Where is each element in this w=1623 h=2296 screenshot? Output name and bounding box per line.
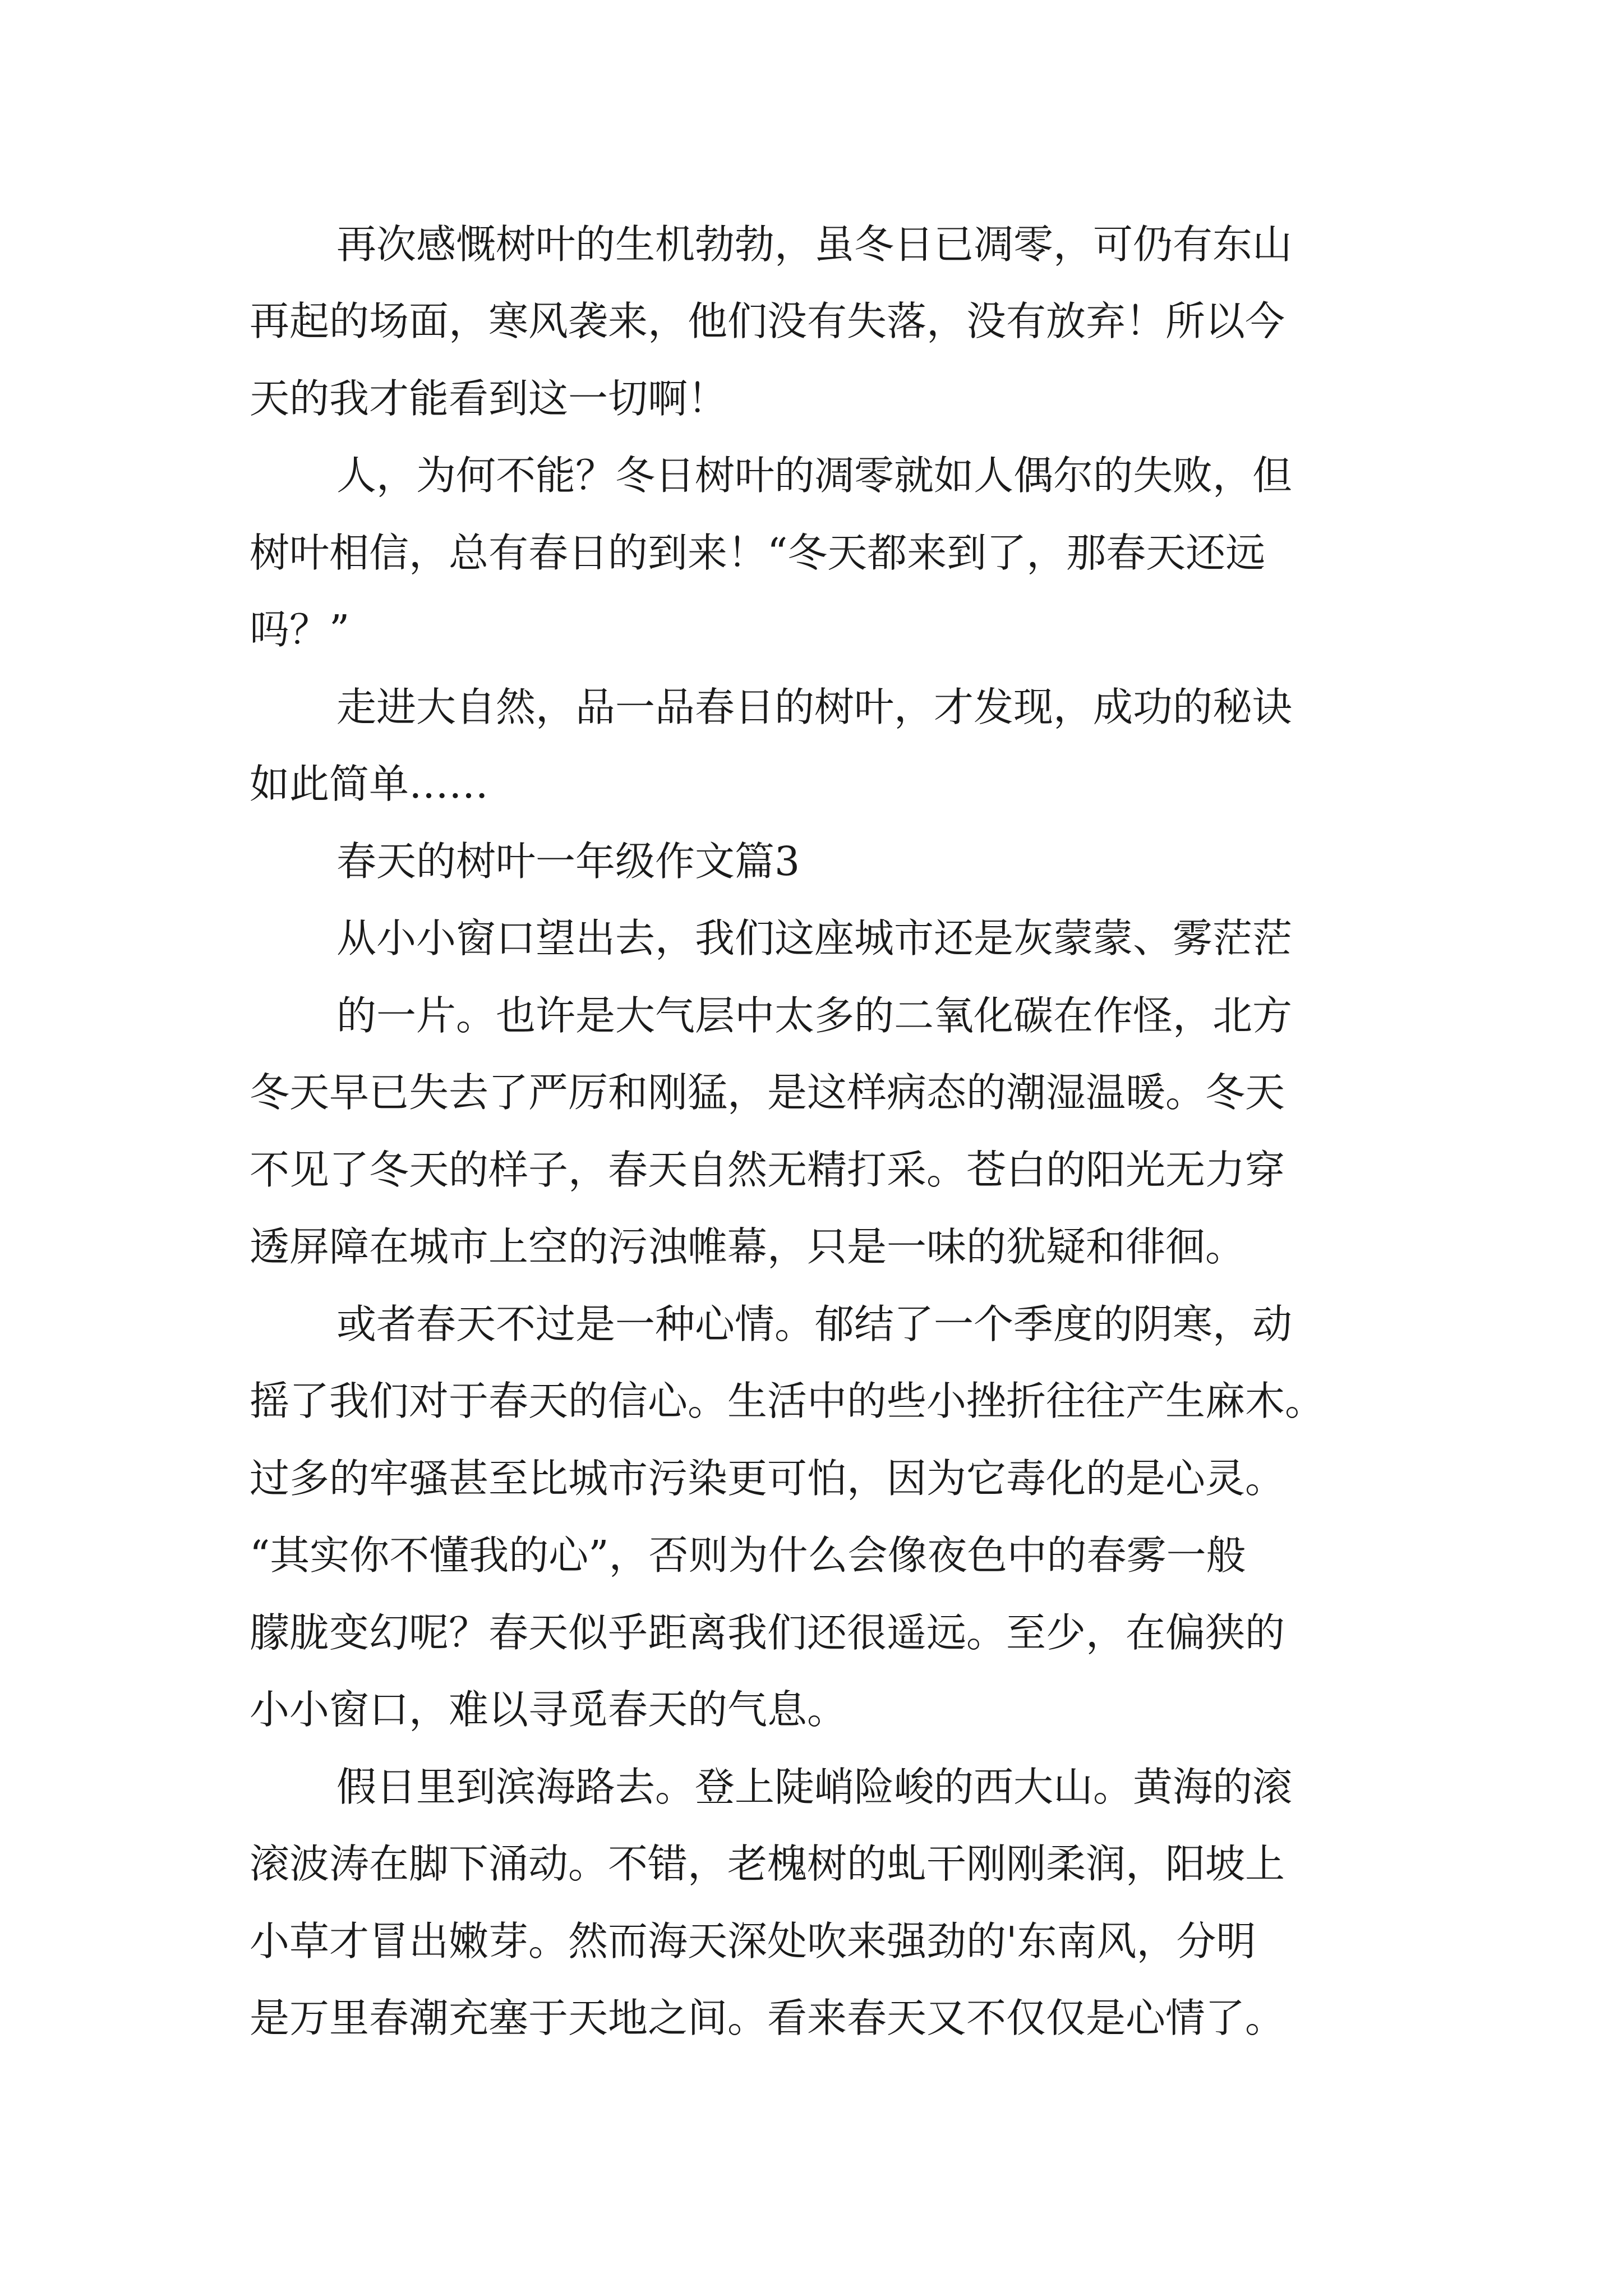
text-line: 滚波涛在脚下涌动。不错，老槐树的虬干刚刚柔润，阳坡上	[250, 1841, 1285, 1887]
text-line: 从小小窗口望出去，我们这座城市还是灰蒙蒙、雾茫茫	[336, 915, 1293, 961]
text-line: 或者春天不过是一种心情。郁结了一个季度的阴寒，动	[336, 1301, 1293, 1347]
text-line: 吗？”	[250, 606, 350, 653]
text-line: 走进大自然，品一品春日的树叶，才发现，成功的秘诀	[336, 684, 1293, 730]
text-line: 摇了我们对于春天的信心。生活中的些小挫折往往产生麻木。	[250, 1378, 1325, 1424]
text-line: 再次感慨树叶的生机勃勃，虽冬日已凋零，可仍有东山	[336, 221, 1293, 268]
text-line: 过多的牢骚甚至比城市污染更可怕，因为它毒化的是心灵。	[250, 1455, 1285, 1502]
text-line: 再起的场面，寒风袭来，他们没有失落，没有放弃！所以今	[250, 298, 1285, 344]
text-line: 是万里春潮充塞于天地之间。看来春天又不仅仅是心情了。	[250, 1995, 1285, 2041]
text-line: 假日里到滨海路去。登上陡峭险峻的西大山。黄海的滚	[336, 1764, 1293, 1810]
text-line: 树叶相信，总有春日的到来！“冬天都来到了，那春天还远	[250, 530, 1266, 576]
text-line: 不见了冬天的样子，春天自然无精打采。苍白的阳光无力穿	[250, 1147, 1285, 1193]
section-heading: 春天的树叶一年级作文篇3	[336, 838, 800, 885]
text-line: 小草才冒出嫩芽。然而海天深处吹来强劲的'东南风，分明	[250, 1918, 1256, 1964]
text-line: 人，为何不能？冬日树叶的凋零就如人偶尔的失败，但	[336, 452, 1293, 499]
text-line: 小小窗口，难以寻觅春天的气息。	[250, 1686, 847, 1733]
text-line: 透屏障在城市上空的污浊帷幕，只是一味的犹疑和徘徊。	[250, 1223, 1246, 1270]
text-line: 的一片。也许是大气层中太多的二氧化碳在作怪，北方	[336, 992, 1293, 1039]
text-line: “其实你不懂我的心”，否则为什么会像夜色中的春雾一般	[250, 1532, 1246, 1579]
text-line: 冬天早已失去了严厉和刚猛，是这样病态的潮湿温暖。冬天	[250, 1069, 1285, 1116]
text-line: 如此简单……	[250, 761, 489, 807]
text-line: 天的我才能看到这一切啊！	[250, 375, 728, 422]
text-line: 朦胧变幻呢？春天似乎距离我们还很遥远。至少，在偏狭的	[250, 1609, 1285, 1656]
